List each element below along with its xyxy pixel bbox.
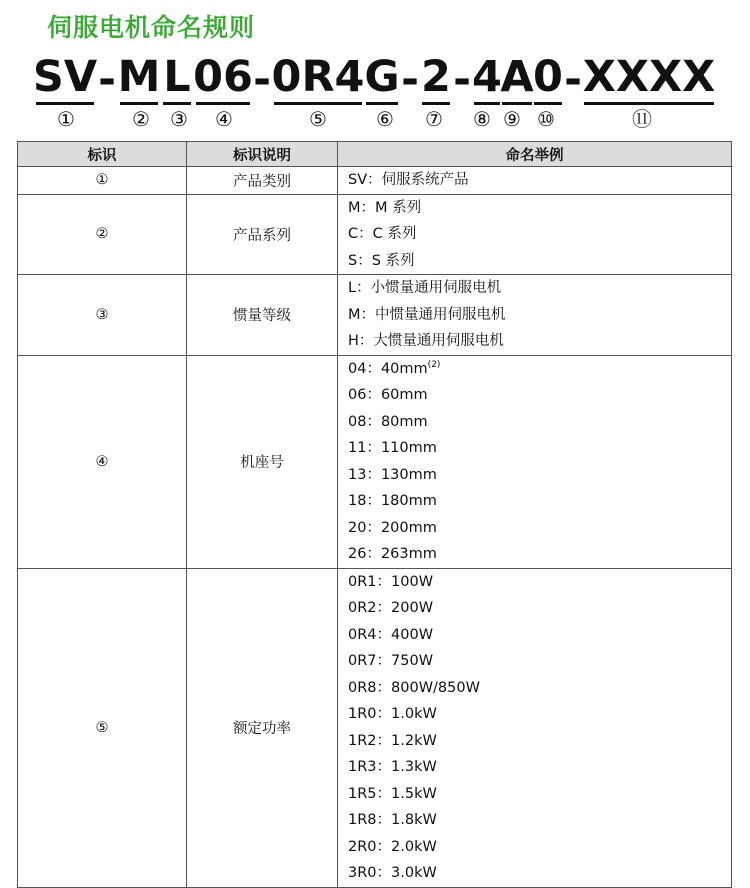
example-value: M：中惯量通用伺服电机 bbox=[348, 306, 506, 323]
row-description: 额定功率 bbox=[187, 568, 338, 887]
code-separator: - bbox=[401, 54, 419, 105]
marker-1: ① bbox=[57, 107, 75, 131]
header-id: 标识 bbox=[18, 142, 187, 167]
code-segment-7: 2 bbox=[422, 52, 450, 105]
marker-5: ⑤ bbox=[309, 107, 327, 131]
example-value: 0R8：800W/850W bbox=[348, 679, 480, 696]
marker-9: ⑨ bbox=[503, 107, 521, 131]
example-value: S：S 系列 bbox=[348, 252, 415, 269]
code-segment-10: 0 bbox=[534, 52, 562, 105]
row-examples bbox=[338, 568, 732, 887]
example-value bbox=[348, 356, 731, 383]
example-value: 06：60mm bbox=[348, 387, 428, 403]
example-value: 18：180mm bbox=[348, 493, 437, 509]
page-title: 伺服电机命名规则 bbox=[47, 13, 256, 42]
row-id: ② bbox=[18, 194, 187, 275]
row-examples bbox=[338, 275, 732, 356]
row-description: 产品类别 bbox=[187, 167, 338, 195]
code-segment-9: A bbox=[502, 52, 532, 105]
example-value: 11：110mm bbox=[348, 440, 437, 456]
code-separator: - bbox=[564, 54, 582, 105]
example-value: L：小惯量通用伺服电机 bbox=[348, 280, 502, 296]
code-segment-11: XXXX bbox=[584, 52, 714, 105]
table-header-row bbox=[18, 142, 732, 167]
example-value: M：M 系列 bbox=[348, 199, 422, 216]
code-separator: - bbox=[98, 54, 116, 105]
marker-7: ⑦ bbox=[425, 107, 443, 131]
example-value: 0R4：400W bbox=[348, 626, 434, 643]
marker-11: ⑪ bbox=[632, 107, 652, 131]
row-description: 机座号 bbox=[187, 355, 338, 568]
row-description: 惯量等级 bbox=[187, 275, 338, 356]
marker-3: ③ bbox=[170, 107, 188, 131]
row-id: ⑤ bbox=[18, 568, 187, 887]
code-segment-series: M bbox=[120, 52, 158, 105]
marker-6: ⑥ bbox=[376, 107, 394, 131]
table-row bbox=[18, 167, 732, 195]
example-value: 1R3：1.3kW bbox=[348, 759, 437, 775]
table-row bbox=[18, 194, 732, 275]
example-value: SV：伺服系统产品 bbox=[348, 172, 469, 188]
example-value: 3R0：3.0kW bbox=[348, 865, 437, 881]
footnote-marker: (2) bbox=[427, 359, 441, 370]
code-segment-product: SV bbox=[36, 52, 94, 105]
example-value: C：C 系列 bbox=[348, 226, 417, 242]
code-segment-inertia: L bbox=[163, 52, 191, 105]
example-value: 1R2：1.2kW bbox=[348, 732, 437, 749]
row-description: 产品系列 bbox=[187, 194, 338, 275]
code-segment-power: 0R4 bbox=[274, 52, 362, 105]
code-segment-8: 4 bbox=[474, 52, 500, 105]
example-value: 26：263mm bbox=[348, 546, 437, 562]
row-id: ③ bbox=[18, 275, 187, 356]
code-segment-frame: 06 bbox=[196, 52, 250, 105]
code-segment-6: G bbox=[366, 52, 398, 105]
example-value: 1R0：1.0kW bbox=[348, 706, 437, 722]
table-row bbox=[18, 275, 732, 356]
marker-10: ⑩ bbox=[537, 107, 555, 131]
example-value: 0R7：750W bbox=[348, 653, 434, 669]
header-description: 标识说明 bbox=[187, 142, 338, 167]
example-value: 13：130mm bbox=[348, 466, 437, 483]
example-value: 0R2：200W bbox=[348, 600, 434, 616]
row-id: ④ bbox=[18, 355, 187, 568]
marker-4: ④ bbox=[215, 107, 233, 131]
example-value: 1R5：1.5kW bbox=[348, 785, 437, 802]
example-value: 2R0：2.0kW bbox=[348, 838, 437, 855]
table-row bbox=[18, 355, 732, 568]
row-examples bbox=[338, 194, 732, 275]
example-value: 0R1：100W bbox=[348, 573, 434, 590]
example-value: H：大惯量通用伺服电机 bbox=[348, 333, 504, 349]
naming-table bbox=[17, 141, 732, 888]
row-examples bbox=[338, 355, 732, 568]
example-value: 08：80mm bbox=[348, 413, 428, 430]
example-value: 1R8：1.8kW bbox=[348, 812, 437, 828]
example-value: 20：200mm bbox=[348, 519, 437, 536]
marker-8: ⑧ bbox=[473, 107, 491, 131]
code-separator: - bbox=[253, 54, 271, 105]
example-text: 04：40mm bbox=[348, 360, 428, 377]
row-id: ① bbox=[18, 167, 187, 195]
marker-2: ② bbox=[132, 107, 150, 131]
row-examples bbox=[338, 167, 732, 195]
code-separator: - bbox=[453, 54, 471, 105]
header-example: 命名举例 bbox=[338, 142, 732, 167]
table-row bbox=[18, 568, 732, 887]
